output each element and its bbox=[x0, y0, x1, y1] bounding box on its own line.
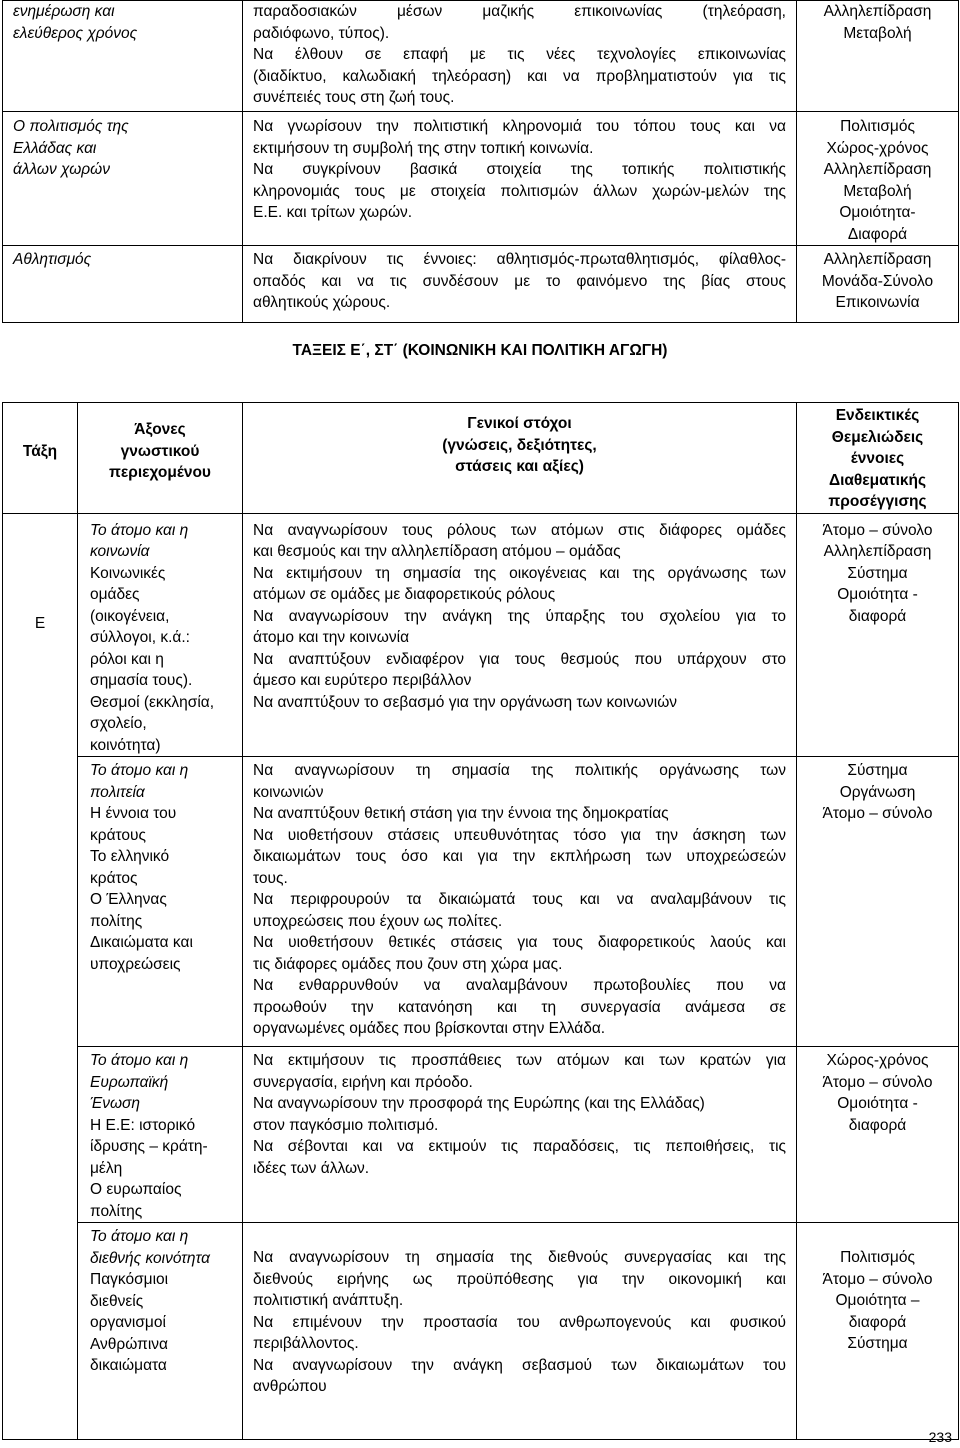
text-line: ενημέρωση και bbox=[13, 3, 115, 20]
text-line: έννοιες bbox=[850, 450, 905, 467]
text-line: Ο Έλληνας bbox=[90, 891, 167, 908]
text-line: Να διακρίνουν τις έννοιες: αθλητισμός-πρωταθλητισμός, φίλαθλος- bbox=[253, 251, 786, 268]
axis-cell bbox=[78, 1223, 243, 1440]
text-line: Να υιοθετήσουν θετικές στάσεις για τους διαφορετικούς λαούς και bbox=[253, 934, 786, 951]
text-line: οπαδός και να τις συνδέσουν με το φαινόμενο της βίας στους bbox=[253, 272, 786, 290]
goals-cell bbox=[243, 1223, 797, 1440]
axis-text bbox=[90, 1115, 242, 1223]
text-line: Να γνωρίσουν την πολιτιστική κληρονομιά του τόπου τους και να bbox=[253, 118, 786, 135]
text-line: Αλληλεπίδραση bbox=[823, 3, 932, 20]
text-line: Κοινωνικές bbox=[90, 564, 166, 582]
text-line: Σύστημα bbox=[847, 762, 908, 779]
text-line: Να ενθαρρυνθούν να αναλαμβάνουν πρωτοβουλίες που να bbox=[253, 977, 786, 994]
header-grade: Τάξη bbox=[3, 403, 78, 514]
text-line: Άτομο – σύνολο bbox=[822, 1073, 933, 1091]
text-line: Να συγκρίνουν βασικά στοιχεία της τοπικής πολιτιστικής bbox=[253, 161, 786, 178]
text-line: Να έλθουν σε επαφή με τις νέες τεχνολογίες επικοινωνίας bbox=[253, 46, 786, 63]
text-line: Να εκτιμήσουν τη σημασία της οικογένειας και της οργάνωσης των bbox=[253, 564, 786, 582]
text-line: Να περιφρουρούν τα δικαιώματά τους και να αναλαμβάνουν τις bbox=[253, 891, 786, 908]
goals-cell bbox=[243, 513, 797, 757]
text-line: Θεσμοί (εκκλησία, bbox=[90, 693, 215, 711]
text-line: Η έννοια του bbox=[90, 805, 177, 822]
text-line: πολιτεία bbox=[90, 783, 145, 801]
text-line: συνέπειές τους στη ζωή τους. bbox=[253, 89, 455, 106]
axis-title bbox=[90, 1226, 242, 1269]
text-line: Επικοινωνία bbox=[835, 294, 920, 311]
text-line: συνεργασία, ειρήνη και πρόοδο. bbox=[253, 1073, 473, 1091]
text-line: διαφορά bbox=[848, 1116, 907, 1134]
text-line: Να αναγνωρίσουν την προσφορά της Ευρώπης (και της Ελλάδας) bbox=[253, 1095, 705, 1112]
content-row bbox=[3, 513, 959, 757]
text-line: Το άτομο και η bbox=[90, 1228, 189, 1245]
grade-cell: Ε bbox=[3, 513, 78, 1440]
text-line: οργανωμένες ομάδες που βρίσκονται στην Ελλάδα. bbox=[253, 1020, 606, 1037]
text-line: Να επιμένουν την προστασία του ανθρωπογενούς και φυσικού bbox=[253, 1313, 786, 1331]
text-line: Να εκτιμήσουν τις προσπάθειες των ατόμων και των κρατών για bbox=[253, 1052, 786, 1069]
text-line: Άτομο – σύνολο bbox=[822, 521, 933, 539]
text-line: (γνώσεις, δεξιότητες, bbox=[442, 436, 597, 454]
top-row-2-topic bbox=[3, 112, 243, 246]
text-line: περιεχομένου bbox=[109, 464, 211, 481]
text-line: ομάδες bbox=[90, 586, 140, 603]
concepts-cell bbox=[797, 757, 959, 1047]
text-line: σύλλογοι, κ.ά.: bbox=[90, 629, 190, 646]
top-row bbox=[3, 1, 959, 112]
text-line: Να αναπτύξουν το σεβασμό για την οργάνωση των κοινωνιών bbox=[253, 693, 678, 711]
text-line: Το άτομο και η bbox=[90, 1052, 189, 1069]
axis-title bbox=[90, 1050, 242, 1115]
text-line: πολίτης bbox=[90, 912, 143, 930]
curriculum-table bbox=[2, 402, 959, 1440]
text-line: Μεταβολή bbox=[843, 24, 912, 42]
top-row bbox=[3, 246, 959, 323]
content-row bbox=[3, 1047, 959, 1223]
text-line: στον παγκόσμιο πολιτισμό. bbox=[253, 1116, 439, 1134]
top-row-3-topic bbox=[3, 246, 243, 323]
axis-text bbox=[90, 803, 242, 975]
text-line: Σύστημα bbox=[847, 564, 908, 582]
text-line: Το ελληνικό bbox=[90, 848, 170, 865]
text-line: Σύστημα bbox=[847, 1335, 908, 1352]
text-line: Ελλάδας και bbox=[13, 139, 97, 157]
text-line: διεθνούς ειρήνης ως προϋπόθεσης για την οικονομική και bbox=[253, 1270, 786, 1288]
text-line: διεθνής κοινότητα bbox=[90, 1249, 210, 1267]
text-line: προσέγγισης bbox=[828, 493, 927, 510]
goals-cell bbox=[243, 1047, 797, 1223]
text-line: άμεσο και ευρύτερο περιβάλλον bbox=[253, 672, 472, 689]
text-line: Γενικοί στόχοι bbox=[467, 415, 572, 432]
text-line: Αθλητισμός bbox=[13, 251, 92, 268]
text-line: (οικογένεια, bbox=[90, 607, 170, 625]
page-number: 233 bbox=[928, 1429, 952, 1445]
text-line: Ε.Ε. και τρίτων χωρών. bbox=[253, 204, 413, 221]
text-line: Άξονες bbox=[134, 421, 186, 438]
text-line: Άτομο – σύνολο bbox=[822, 805, 933, 822]
text-line: Θεμελιώδεις bbox=[831, 428, 924, 446]
text-line: κράτος bbox=[90, 869, 138, 887]
text-line: Αλληλεπίδραση bbox=[823, 543, 932, 560]
text-line: δικαιώματα bbox=[90, 1357, 167, 1374]
text-line: σημασία τους). bbox=[90, 672, 193, 689]
top-table bbox=[2, 0, 959, 323]
text-line: κράτους bbox=[90, 826, 146, 844]
text-line: Να σέβονται και να εκτιμούν τις παραδόσεις, τις πεποιθήσεις, τις bbox=[253, 1138, 786, 1155]
text-line: ανθρώπου bbox=[253, 1378, 327, 1395]
top-row-1-goals bbox=[243, 1, 797, 112]
text-line: Να αναγνωρίσουν τη σημασία της πολιτικής οργάνωσης των bbox=[253, 762, 786, 779]
text-line: Ο πολιτισμός της bbox=[13, 118, 129, 135]
text-line: Οργάνωση bbox=[839, 783, 916, 801]
text-line: εκτιμήσουν τη συμβολή της στην τοπική κοινωνία. bbox=[253, 139, 594, 157]
axis-text bbox=[90, 563, 242, 757]
text-line: Μεταβολή bbox=[843, 182, 912, 200]
text-line: Το άτομο και η bbox=[90, 521, 189, 539]
text-line: Ανθρώπινα bbox=[90, 1335, 168, 1353]
text-line: αθλητικούς χώρους. bbox=[253, 294, 391, 311]
text-line: Η Ε.Ε: ιστορικό bbox=[90, 1116, 196, 1134]
text-line: ιδέες των άλλων. bbox=[253, 1159, 370, 1177]
text-line: τις διάφορες ομάδες που ζουν στη χώρα μας. bbox=[253, 955, 563, 973]
text-line: προωθούν την κατανόηση και τη συνεργασία ανάμεσα σε bbox=[253, 998, 786, 1016]
axis-text bbox=[90, 1269, 242, 1377]
text-line: οργανισμοί bbox=[90, 1314, 166, 1331]
text-line: στάσεις και αξίες) bbox=[455, 458, 584, 475]
text-line: Να αναπτύξουν ενδιαφέρον για τους θεσμούς που υπάρχουν στο bbox=[253, 650, 786, 668]
text-line: άλλων χωρών bbox=[13, 161, 110, 178]
text-line: κοινωνία bbox=[90, 543, 150, 560]
text-line: γνωστικού bbox=[120, 442, 200, 460]
text-line: Αλληλεπίδραση bbox=[823, 251, 932, 268]
text-line: ατόμων σε ομάδες με διαφορετικούς ρόλους bbox=[253, 586, 556, 603]
text-line: Άτομο – σύνολο bbox=[822, 1270, 933, 1288]
text-line: Να αναπτύξουν θετική στάση για την έννοια της δημοκρατίας bbox=[253, 805, 669, 822]
concepts-cell bbox=[797, 1047, 959, 1223]
text-line: Να αναγνωρίσουν την ανάγκη σεβασμού των δικαιωμάτων του bbox=[253, 1356, 786, 1374]
goals-cell bbox=[243, 757, 797, 1047]
text-line: Ομοιότητα – bbox=[835, 1292, 920, 1309]
text-line: ίδρυσης – κράτη- bbox=[90, 1138, 208, 1155]
axis-title bbox=[90, 520, 242, 563]
text-line: διαφορά bbox=[848, 607, 907, 625]
text-line: άτομο και την κοινωνία bbox=[253, 629, 410, 646]
section-title: ΤΑΞΕΙΣ Ε΄, ΣΤ΄ (ΚΟΙΝΩΝΙΚΗ ΚΑΙ ΠΟΛΙΤΙΚΗ ΑΓΩΓΗ) bbox=[292, 342, 668, 359]
text-line: Να υιοθετήσουν στάσεις υπευθυνότητας τόσο για την άσκηση των bbox=[253, 826, 786, 844]
text-line: κληρονομιάς τους με στοιχεία πολιτισμών άλλων χωρών-μελών της bbox=[253, 182, 786, 200]
text-line: διαφορά bbox=[848, 1313, 907, 1331]
text-line: Ενδεικτικές bbox=[835, 407, 920, 424]
text-line: Ομοιότητα - bbox=[837, 586, 918, 603]
text-line: Ομοιότητα - bbox=[837, 1095, 918, 1112]
top-row-1-topic bbox=[3, 1, 243, 112]
content-row bbox=[3, 1223, 959, 1440]
text-line: περιβάλλοντος. bbox=[253, 1335, 359, 1352]
text-line: Το άτομο και η bbox=[90, 762, 189, 779]
concepts-cell bbox=[797, 513, 959, 757]
top-row-1-concepts bbox=[797, 1, 959, 112]
top-row-3-concepts bbox=[797, 246, 959, 323]
text-line: ρόλοι και η bbox=[90, 650, 164, 668]
text-line: ραδιόφωνο, τύπος). bbox=[253, 24, 390, 42]
text-line: Διαθεματικής bbox=[828, 471, 927, 489]
text-line: ελεύθερος χρόνος bbox=[13, 24, 138, 42]
text-line: Διαφορά bbox=[847, 225, 908, 243]
header-concepts bbox=[797, 403, 959, 514]
text-line: τους. bbox=[253, 869, 288, 887]
text-line: υποχρεώσεις που έχουν ως πολίτες. bbox=[253, 912, 503, 930]
top-row bbox=[3, 112, 959, 246]
header-axes bbox=[78, 403, 243, 514]
text-line: Ομοιότητα- bbox=[839, 204, 916, 221]
text-line: πολίτης bbox=[90, 1202, 143, 1220]
text-line: Πολιτισμός bbox=[840, 118, 915, 135]
text-line: διεθνείς bbox=[90, 1292, 144, 1310]
text-line: μέλη bbox=[90, 1159, 123, 1177]
text-line: Χώρος-χρόνος bbox=[826, 139, 929, 157]
text-line: Πολιτισμός bbox=[840, 1249, 915, 1266]
text-line: Ο ευρωπαίος bbox=[90, 1181, 182, 1198]
axis-cell bbox=[78, 513, 243, 757]
text-line: και θεσμούς και την αλληλεπίδραση ατόμου – ομάδας bbox=[253, 543, 621, 560]
text-line: Να αναγνωρίσουν τη σημασία της διεθνούς συνεργασίας και της bbox=[253, 1249, 786, 1266]
axis-cell bbox=[78, 1047, 243, 1223]
concepts-cell bbox=[797, 1223, 959, 1440]
top-row-2-goals bbox=[243, 112, 797, 246]
top-row-3-goals bbox=[243, 246, 797, 323]
text-line: Αλληλεπίδραση bbox=[823, 161, 932, 178]
text-line: Να αναγνωρίσουν την ανάγκη της ύπαρξης του σχολείου για το bbox=[253, 607, 786, 625]
text-line: Δικαιώματα και bbox=[90, 934, 193, 951]
text-line: σχολείο, bbox=[90, 715, 147, 732]
axis-cell bbox=[78, 757, 243, 1047]
text-line: Ένωση bbox=[90, 1095, 140, 1112]
text-line: (διαδίκτυο, καλωδιακή τηλεόραση) και να προβληματιστούν για τις bbox=[253, 67, 786, 85]
header-row bbox=[3, 403, 959, 514]
text-line: πολιτιστική ανάπτυξη. bbox=[253, 1292, 404, 1309]
text-line: κοινότητα) bbox=[90, 736, 161, 754]
top-row-2-concepts bbox=[797, 112, 959, 246]
text-line: υποχρεώσεις bbox=[90, 955, 181, 973]
text-line: Χώρος-χρόνος bbox=[826, 1052, 929, 1069]
text-line: δικαιωμάτων τους όσο και για την εκπλήρωση των υποχρεώσεών bbox=[253, 848, 786, 865]
text-line: Μονάδα-Σύνολο bbox=[821, 272, 934, 290]
axis-title bbox=[90, 760, 242, 803]
text-line: Ευρωπαϊκή bbox=[90, 1073, 169, 1091]
content-row bbox=[3, 757, 959, 1047]
text-line: κοινωνιών bbox=[253, 783, 324, 801]
text-line: παραδοσιακών μέσων μαζικής επικοινωνίας (τηλεόραση, bbox=[253, 3, 786, 20]
text-line: Παγκόσμιοι bbox=[90, 1271, 169, 1288]
header-goals bbox=[243, 403, 797, 514]
text-line: Να αναγνωρίσουν τους ρόλους των ατόμων στις διάφορες ομάδες bbox=[253, 521, 786, 539]
